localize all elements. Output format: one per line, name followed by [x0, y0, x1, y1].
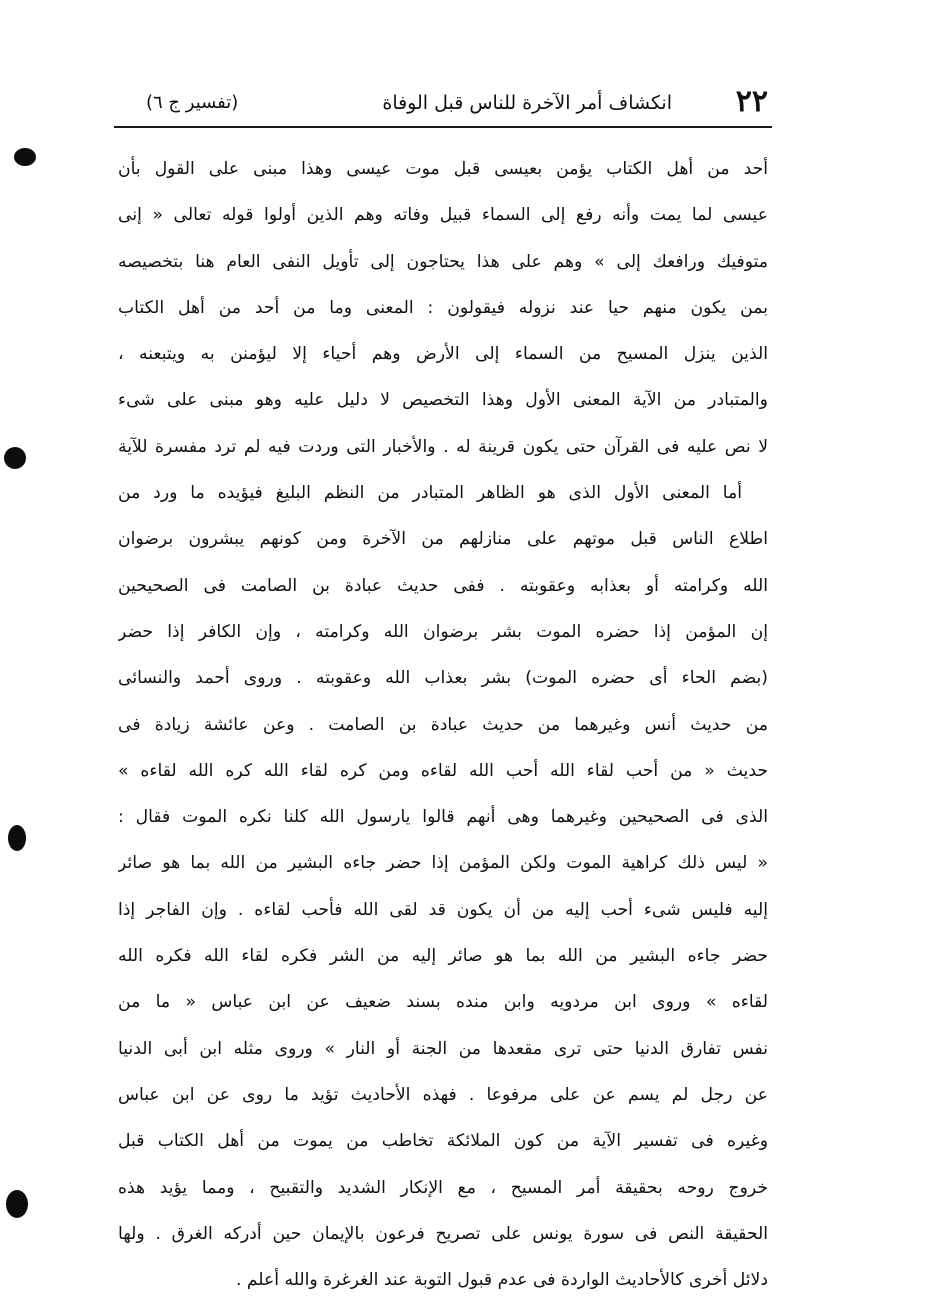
text-line: اطلاع الناس قبل موتهم على منازلهم من الآخرة ومن كونهم يبشرون برضوان [118, 529, 768, 550]
text-line: متوفيك ورافعك إلى » وهم على هذا يحتاجون إلى تأويل النفى العام هنا بتخصيصه [118, 251, 768, 272]
text-line: لا نص عليه فى القرآن حتى يكون قرينة له . والأخبار التى وردت فيه لم ترد مفسرة للآية [118, 436, 768, 457]
text-line: حضر جاءه البشير من الله بما هو صائر إليه من الشر فكره لقاء الله فكره الله [118, 946, 768, 967]
ink-spot [6, 1190, 28, 1218]
page-header [118, 86, 768, 120]
text-line: إن المؤمن إذا حضره الموت بشر برضوان الله وكرامته ، وإن الكافر إذا حضر [118, 621, 768, 642]
text-line: « ليس ذلك كراهية الموت ولكن المؤمن إذا حضر جاءه البشير من الله بما هو صائر [118, 853, 768, 874]
running-title: انكشاف أمر الآخرة للناس قبل الوفاة [382, 92, 672, 114]
text-line: أحد من أهل الكتاب يؤمن بعيسى قبل موت عيسى وهذا مبنى على القول بأن [118, 159, 768, 179]
volume-reference: (تفسير ج ٦) [146, 92, 239, 113]
text-line: الذى فى الصحيحين وغيرهما وهى أنهم قالوا يارسول الله كلنا نكره الموت فقال : [118, 807, 768, 828]
text-line: لقاءه » وروى ابن مردويه وابن منده بسند ضعيف عن ابن عباس « ما من [118, 992, 768, 1013]
text-line: أما المعنى الأول الذى هو الظاهر المتبادر من النظم البليغ فيؤيده ما ورد من [118, 483, 742, 504]
header-rule [114, 126, 772, 128]
text-line: خروج روحه بحقيقة أمر المسيح ، مع الإنكار الشديد والتقبيح ، ومما يؤيد هذه [118, 1177, 768, 1198]
page-number: ٢٢ [735, 84, 768, 119]
text-line: والمتبادر من الآية المعنى الأول وهذا التخصيص لا دليل عليه وهو مبنى على شىء [118, 390, 768, 411]
text-line: من حديث أنس وغيرهما من حديث عبادة بن الصامت . وعن عائشة زيادة فى [118, 714, 768, 735]
ink-spot [4, 447, 26, 469]
text-line: الذين ينزل المسيح من السماء إلى الأرض وهم أحياء إلا ليؤمنن به ويتبعنه ، [118, 344, 768, 365]
body-text [118, 146, 768, 1303]
text-line: إليه فليس شىء أحب إليه من أن يكون قد لقى الله فأحب لقاءه . وإن الفاجر إذا [118, 899, 768, 920]
text-line: عن رجل لم يسم عن على مرفوعا . فهذه الأحاديث تؤيد ما روى عن ابن عباس [118, 1084, 768, 1105]
text-line: دلائل أخرى كالأحاديث الواردة فى عدم قبول التوبة عند الغرغرة والله أعلم . [235, 1270, 768, 1291]
text-line: وغيره فى تفسير الآية من كون الملائكة تخاطب من يموت من أهل الكتاب قبل [118, 1131, 768, 1152]
text-line: (بضم الحاء أى حضره الموت) بشر بعذاب الله وعقوبته . وروى أحمد والنسائى [118, 668, 768, 689]
text-line: الحقيقة النص فى سورة يونس على تصريح فرعون بالإيمان حين أدركه الغرق . ولها [118, 1223, 768, 1244]
ink-spot [8, 825, 26, 851]
ink-spot [14, 148, 36, 166]
text-line: بمن يكون منهم حيا عند نزوله فيقولون : المعنى وما من أحد من أهل الكتاب [118, 297, 768, 318]
text-line: نفس تفارق الدنيا حتى ترى مقعدها من الجنة أو النار » وروى مثله ابن أبى الدنيا [118, 1038, 768, 1059]
text-line: الله وكرامته أو بعذابه وعقوبته . ففى حديث عبادة بن الصامت فى الصحيحين [118, 575, 768, 596]
text-line: حديث « من أحب لقاء الله أحب الله لقاءه ومن كره لقاء الله كره الله لقاءه » [118, 760, 768, 781]
text-line: عيسى لما يمت وأنه رفع إلى السماء قبيل وفاته وهم الذين أولوا قوله تعالى « إنى [118, 205, 768, 226]
